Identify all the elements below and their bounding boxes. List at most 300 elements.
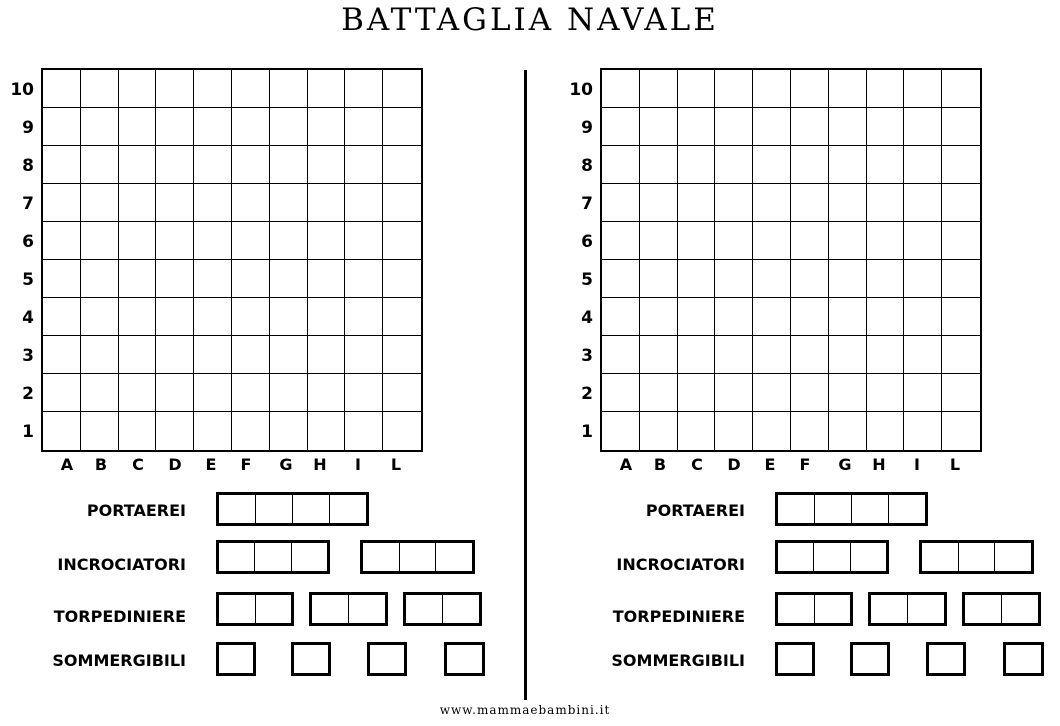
ship-segment[interactable]: [312, 595, 349, 623]
column-label: C: [691, 455, 703, 474]
column-label: D: [727, 455, 741, 474]
grid-cell[interactable]: [383, 222, 421, 260]
grid-cell[interactable]: [904, 374, 942, 412]
grid-cell[interactable]: [791, 184, 829, 222]
ship-segment[interactable]: [1006, 645, 1041, 673]
grid-cell[interactable]: [753, 298, 791, 336]
ship-segment[interactable]: [965, 595, 1002, 623]
grid-cell[interactable]: [194, 260, 232, 298]
grid-cell[interactable]: [753, 146, 791, 184]
grid-cell[interactable]: [715, 336, 753, 374]
row-label: 5: [22, 270, 34, 290]
ship-box-sommergibili: [850, 642, 890, 676]
column-label: G: [838, 455, 852, 474]
row-label: 9: [581, 118, 593, 138]
grid-cell[interactable]: [43, 146, 81, 184]
ship-segment[interactable]: [889, 495, 925, 523]
grid-cell[interactable]: [81, 146, 119, 184]
ship-segment[interactable]: [815, 495, 852, 523]
grid-cell[interactable]: [194, 412, 232, 450]
row-label: 5: [581, 270, 593, 290]
grid-cell[interactable]: [942, 374, 980, 412]
grid-cell[interactable]: [753, 70, 791, 108]
grid-cell[interactable]: [270, 184, 308, 222]
grid-cell[interactable]: [715, 108, 753, 146]
ship-box-sommergibili: [926, 642, 966, 676]
grid-cell[interactable]: [308, 70, 346, 108]
grid-cell[interactable]: [270, 260, 308, 298]
grid-cell[interactable]: [156, 412, 194, 450]
grid-cell[interactable]: [383, 70, 421, 108]
grid-cell[interactable]: [791, 108, 829, 146]
grid-cell[interactable]: [640, 374, 678, 412]
grid-cell[interactable]: [942, 412, 980, 450]
ship-segment[interactable]: [929, 645, 963, 673]
grid-cell[interactable]: [753, 108, 791, 146]
grid-cell[interactable]: [640, 70, 678, 108]
grid-cell[interactable]: [232, 70, 270, 108]
grid-cell[interactable]: [43, 260, 81, 298]
grid-cell[interactable]: [791, 336, 829, 374]
column-label: I: [914, 455, 920, 474]
grid-cell[interactable]: [232, 298, 270, 336]
grid-cell[interactable]: [867, 222, 905, 260]
grid-cell[interactable]: [308, 146, 346, 184]
grid-cell[interactable]: [194, 336, 232, 374]
grid-cell[interactable]: [232, 412, 270, 450]
grid-cell[interactable]: [383, 260, 421, 298]
game-grid: [41, 68, 423, 452]
ship-box-torpediniere: [775, 592, 853, 626]
grid-cell[interactable]: [308, 184, 346, 222]
grid-cell[interactable]: [791, 260, 829, 298]
grid-cell[interactable]: [43, 184, 81, 222]
ship-box-sommergibili: [291, 642, 331, 676]
grid-cell[interactable]: [678, 260, 716, 298]
ship-label-portaerei: PORTAEREI: [645, 501, 745, 520]
grid-cell[interactable]: [678, 336, 716, 374]
grid-cell[interactable]: [602, 298, 640, 336]
grid-cell[interactable]: [81, 374, 119, 412]
row-label: 1: [22, 422, 34, 442]
grid-cell[interactable]: [345, 336, 383, 374]
ship-segment[interactable]: [815, 595, 851, 623]
grid-cell[interactable]: [194, 146, 232, 184]
ship-box-sommergibili: [216, 642, 256, 676]
grid-cell[interactable]: [678, 146, 716, 184]
column-label: A: [60, 455, 74, 474]
grid-cell[interactable]: [345, 108, 383, 146]
column-label: G: [279, 455, 293, 474]
grid-cell[interactable]: [791, 146, 829, 184]
grid-cell[interactable]: [43, 298, 81, 336]
grid-cell[interactable]: [602, 222, 640, 260]
ship-label-sommergibili: SOMMERGIBILI: [52, 651, 186, 670]
row-label: 4: [22, 308, 34, 328]
grid-cell[interactable]: [119, 374, 157, 412]
grid-cell[interactable]: [43, 336, 81, 374]
grid-cell[interactable]: [678, 70, 716, 108]
grid-cell[interactable]: [345, 374, 383, 412]
grid-cell[interactable]: [156, 184, 194, 222]
ship-segment[interactable]: [400, 543, 437, 571]
grid-cell[interactable]: [829, 412, 867, 450]
ship-label-portaerei: PORTAEREI: [86, 501, 186, 520]
grid-cell[interactable]: [867, 336, 905, 374]
grid-cell[interactable]: [232, 184, 270, 222]
grid-cell[interactable]: [308, 222, 346, 260]
ship-label-sommergibili: SOMMERGIBILI: [611, 651, 745, 670]
grid-cell[interactable]: [602, 412, 640, 450]
grid-cell[interactable]: [119, 146, 157, 184]
grid-cell[interactable]: [383, 374, 421, 412]
grid-cell[interactable]: [156, 336, 194, 374]
grid-cell[interactable]: [308, 298, 346, 336]
column-label: E: [205, 455, 217, 474]
column-label: I: [355, 455, 361, 474]
ship-segment[interactable]: [447, 645, 482, 673]
grid-cell[interactable]: [383, 108, 421, 146]
grid-cell[interactable]: [942, 222, 980, 260]
ship-label-torpediniere: TORPEDINIERE: [612, 607, 745, 626]
ship-segment[interactable]: [294, 645, 328, 673]
grid-cell[interactable]: [345, 146, 383, 184]
grid-cell[interactable]: [791, 298, 829, 336]
ship-segment[interactable]: [256, 595, 292, 623]
ship-segment[interactable]: [256, 495, 293, 523]
ship-segment[interactable]: [871, 595, 908, 623]
grid-cell[interactable]: [867, 260, 905, 298]
grid-cell[interactable]: [232, 260, 270, 298]
ship-segment[interactable]: [406, 595, 443, 623]
grid-cell[interactable]: [904, 260, 942, 298]
ship-segment[interactable]: [853, 645, 887, 673]
grid-cell[interactable]: [715, 146, 753, 184]
grid-cell[interactable]: [308, 336, 346, 374]
grid-cell[interactable]: [942, 108, 980, 146]
grid-cell[interactable]: [715, 184, 753, 222]
grid-cell[interactable]: [753, 412, 791, 450]
grid-cell[interactable]: [678, 184, 716, 222]
column-label: D: [168, 455, 182, 474]
grid-cell[interactable]: [904, 108, 942, 146]
grid-cell[interactable]: [829, 260, 867, 298]
ship-segment[interactable]: [778, 495, 815, 523]
row-label: 2: [22, 384, 34, 404]
grid-cell[interactable]: [829, 108, 867, 146]
grid-cell[interactable]: [904, 412, 942, 450]
grid-cell[interactable]: [678, 222, 716, 260]
grid-cell[interactable]: [942, 70, 980, 108]
grid-cell[interactable]: [904, 70, 942, 108]
ship-label-incrociatori: INCROCIATORI: [57, 555, 186, 574]
grid-cell[interactable]: [867, 146, 905, 184]
grid-cell[interactable]: [602, 336, 640, 374]
grid-cell[interactable]: [81, 336, 119, 374]
ship-segment[interactable]: [219, 595, 256, 623]
grid-cell[interactable]: [867, 298, 905, 336]
grid-cell[interactable]: [678, 374, 716, 412]
grid-cell[interactable]: [194, 184, 232, 222]
grid-cell[interactable]: [119, 108, 157, 146]
grid-cell[interactable]: [119, 184, 157, 222]
grid-cell[interactable]: [308, 108, 346, 146]
grid-cell[interactable]: [829, 298, 867, 336]
grid-cell[interactable]: [904, 146, 942, 184]
grid-cell[interactable]: [867, 70, 905, 108]
ship-segment[interactable]: [330, 495, 366, 523]
ship-segment[interactable]: [778, 543, 814, 571]
grid-cell[interactable]: [345, 184, 383, 222]
grid-cell[interactable]: [640, 298, 678, 336]
ship-box-portaerei: [775, 492, 928, 526]
grid-cell[interactable]: [678, 412, 716, 450]
column-label: C: [132, 455, 144, 474]
grid-cell[interactable]: [829, 184, 867, 222]
column-label: H: [313, 455, 327, 474]
grid-cell[interactable]: [119, 298, 157, 336]
grid-cell[interactable]: [232, 108, 270, 146]
grid-cell[interactable]: [715, 298, 753, 336]
grid-cell[interactable]: [904, 336, 942, 374]
grid-cell[interactable]: [81, 412, 119, 450]
grid-cell[interactable]: [904, 298, 942, 336]
grid-cell[interactable]: [270, 108, 308, 146]
grid-cell[interactable]: [753, 260, 791, 298]
row-label: 1: [581, 422, 593, 442]
grid-cell[interactable]: [81, 108, 119, 146]
grid-cell[interactable]: [867, 108, 905, 146]
ship-segment[interactable]: [219, 645, 253, 673]
grid-cell[interactable]: [383, 336, 421, 374]
ship-segment[interactable]: [370, 645, 404, 673]
grid-cell[interactable]: [602, 374, 640, 412]
grid-cell[interactable]: [640, 108, 678, 146]
grid-cell[interactable]: [829, 336, 867, 374]
ship-box-portaerei: [216, 492, 369, 526]
ship-segment[interactable]: [908, 595, 944, 623]
grid-cell[interactable]: [119, 412, 157, 450]
row-label: 4: [581, 308, 593, 328]
grid-cell[interactable]: [43, 108, 81, 146]
grid-cell[interactable]: [942, 336, 980, 374]
grid-cell[interactable]: [791, 412, 829, 450]
grid-cell[interactable]: [81, 298, 119, 336]
grid-cell[interactable]: [81, 260, 119, 298]
grid-cell[interactable]: [119, 222, 157, 260]
grid-cell[interactable]: [942, 146, 980, 184]
grid-cell[interactable]: [308, 260, 346, 298]
ship-box-incrociatori: [360, 540, 475, 574]
ship-segment[interactable]: [852, 495, 889, 523]
grid-cell[interactable]: [602, 108, 640, 146]
grid-cell[interactable]: [867, 412, 905, 450]
grid-cell[interactable]: [678, 108, 716, 146]
grid-cell[interactable]: [81, 184, 119, 222]
grid-cell[interactable]: [942, 184, 980, 222]
grid-cell[interactable]: [829, 70, 867, 108]
grid-cell[interactable]: [753, 374, 791, 412]
grid-cell[interactable]: [345, 260, 383, 298]
ship-segment[interactable]: [851, 543, 886, 571]
grid-cell[interactable]: [270, 146, 308, 184]
player-board-right: [559, 0, 1060, 726]
grid-cell[interactable]: [383, 146, 421, 184]
grid-cell[interactable]: [829, 374, 867, 412]
grid-cell[interactable]: [715, 70, 753, 108]
grid-cell[interactable]: [829, 146, 867, 184]
column-label: E: [764, 455, 776, 474]
column-label: F: [240, 455, 252, 474]
grid-cell[interactable]: [791, 70, 829, 108]
grid-cell[interactable]: [43, 70, 81, 108]
grid-cell[interactable]: [942, 298, 980, 336]
grid-cell[interactable]: [383, 298, 421, 336]
ship-segment[interactable]: [436, 543, 472, 571]
ship-segment[interactable]: [349, 595, 385, 623]
column-label: A: [619, 455, 633, 474]
column-label: B: [653, 455, 667, 474]
ship-segment[interactable]: [219, 495, 256, 523]
grid-cell[interactable]: [43, 222, 81, 260]
grid-cell[interactable]: [829, 222, 867, 260]
grid-cell[interactable]: [270, 374, 308, 412]
row-label: 10: [569, 80, 593, 100]
grid-cell[interactable]: [194, 108, 232, 146]
grid-cell[interactable]: [232, 374, 270, 412]
grid-cell[interactable]: [383, 412, 421, 450]
ship-box-torpediniere: [216, 592, 294, 626]
ship-box-incrociatori: [775, 540, 889, 574]
grid-cell[interactable]: [753, 184, 791, 222]
grid-cell[interactable]: [640, 336, 678, 374]
game-grid: [600, 68, 982, 452]
ship-segment[interactable]: [1002, 595, 1038, 623]
grid-cell[interactable]: [81, 222, 119, 260]
grid-cell[interactable]: [753, 336, 791, 374]
column-label: H: [872, 455, 886, 474]
ship-box-sommergibili: [367, 642, 407, 676]
grid-cell[interactable]: [640, 260, 678, 298]
grid-cell[interactable]: [232, 336, 270, 374]
grid-cell[interactable]: [678, 298, 716, 336]
grid-cell[interactable]: [867, 184, 905, 222]
row-label: 3: [22, 346, 34, 366]
grid-cell[interactable]: [867, 374, 905, 412]
grid-cell[interactable]: [640, 412, 678, 450]
grid-cell[interactable]: [119, 70, 157, 108]
grid-cell[interactable]: [156, 222, 194, 260]
grid-cell[interactable]: [602, 184, 640, 222]
grid-cell[interactable]: [270, 412, 308, 450]
ship-segment[interactable]: [778, 595, 815, 623]
ship-box-torpediniere: [868, 592, 947, 626]
grid-cell[interactable]: [194, 374, 232, 412]
grid-cell[interactable]: [345, 70, 383, 108]
grid-cell[interactable]: [602, 70, 640, 108]
grid-cell[interactable]: [232, 146, 270, 184]
grid-cell[interactable]: [119, 336, 157, 374]
grid-cell[interactable]: [156, 260, 194, 298]
ship-segment[interactable]: [959, 543, 996, 571]
grid-cell[interactable]: [345, 298, 383, 336]
grid-cell[interactable]: [715, 222, 753, 260]
column-label: L: [390, 455, 402, 474]
grid-cell[interactable]: [715, 374, 753, 412]
grid-cell[interactable]: [194, 298, 232, 336]
grid-cell[interactable]: [81, 70, 119, 108]
grid-cell[interactable]: [270, 222, 308, 260]
grid-cell[interactable]: [308, 374, 346, 412]
ship-segment[interactable]: [443, 595, 479, 623]
ship-segment[interactable]: [219, 543, 255, 571]
grid-cell[interactable]: [904, 222, 942, 260]
grid-cell[interactable]: [753, 222, 791, 260]
ship-box-sommergibili: [775, 642, 815, 676]
ship-box-sommergibili: [1003, 642, 1044, 676]
grid-cell[interactable]: [194, 222, 232, 260]
ship-box-torpediniere: [403, 592, 482, 626]
grid-cell[interactable]: [43, 374, 81, 412]
grid-cell[interactable]: [640, 146, 678, 184]
grid-cell[interactable]: [156, 70, 194, 108]
row-label: 8: [22, 156, 34, 176]
grid-cell[interactable]: [232, 222, 270, 260]
grid-cell[interactable]: [156, 374, 194, 412]
grid-cell[interactable]: [904, 184, 942, 222]
grid-cell[interactable]: [602, 146, 640, 184]
footer-url: www.mammaebambini.it: [439, 703, 611, 717]
grid-cell[interactable]: [942, 260, 980, 298]
row-label: 3: [581, 346, 593, 366]
grid-cell[interactable]: [156, 146, 194, 184]
grid-cell[interactable]: [602, 260, 640, 298]
grid-cell[interactable]: [43, 412, 81, 450]
grid-cell[interactable]: [715, 260, 753, 298]
grid-cell[interactable]: [383, 184, 421, 222]
grid-cell[interactable]: [345, 222, 383, 260]
grid-cell[interactable]: [194, 70, 232, 108]
ship-segment[interactable]: [922, 543, 959, 571]
column-label: L: [949, 455, 961, 474]
ship-segment[interactable]: [814, 543, 850, 571]
grid-cell[interactable]: [791, 222, 829, 260]
grid-cell[interactable]: [791, 374, 829, 412]
ship-label-incrociatori: INCROCIATORI: [616, 555, 745, 574]
ship-segment[interactable]: [255, 543, 291, 571]
grid-cell[interactable]: [156, 298, 194, 336]
ship-segment[interactable]: [995, 543, 1031, 571]
grid-cell[interactable]: [715, 412, 753, 450]
ship-box-incrociatori: [216, 540, 330, 574]
grid-cell[interactable]: [270, 70, 308, 108]
grid-cell[interactable]: [270, 298, 308, 336]
ship-box-incrociatori: [919, 540, 1034, 574]
ship-segment[interactable]: [292, 543, 327, 571]
ship-label-torpediniere: TORPEDINIERE: [53, 607, 186, 626]
grid-cell[interactable]: [156, 108, 194, 146]
grid-cell[interactable]: [640, 222, 678, 260]
ship-segment[interactable]: [293, 495, 330, 523]
row-label: 8: [581, 156, 593, 176]
ship-segment[interactable]: [778, 645, 812, 673]
grid-cell[interactable]: [640, 184, 678, 222]
grid-cell[interactable]: [270, 336, 308, 374]
ship-segment[interactable]: [363, 543, 400, 571]
grid-cell[interactable]: [119, 260, 157, 298]
grid-cell[interactable]: [345, 412, 383, 450]
grid-cell[interactable]: [308, 412, 346, 450]
